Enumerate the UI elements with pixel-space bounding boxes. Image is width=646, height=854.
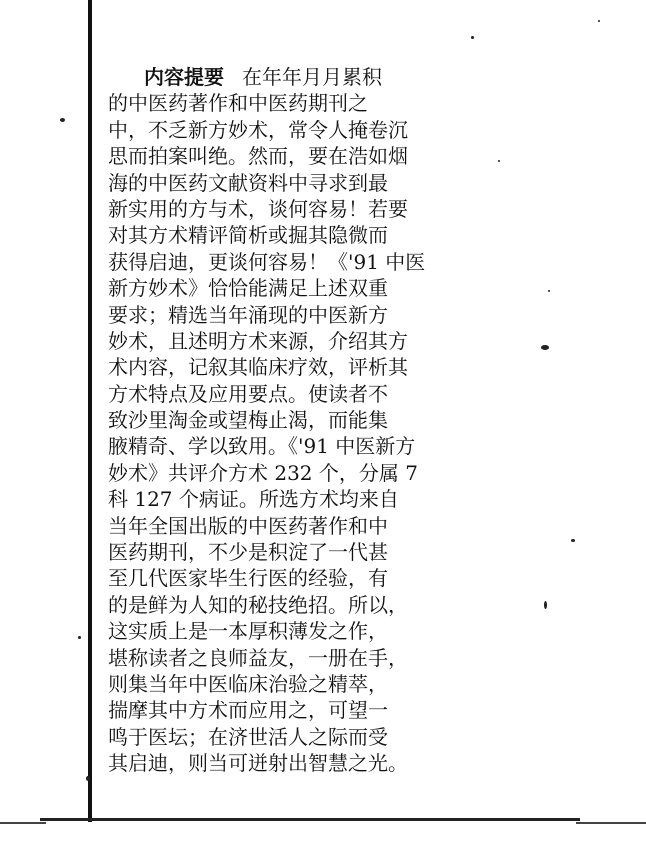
text-line-0: 内容提要 在年年月月累积 (144, 65, 382, 89)
scan-speck (498, 160, 500, 162)
scan-speck (471, 36, 474, 39)
text-line-15: 妙术》共评介方术 232 个，分属 7 (108, 460, 418, 485)
text-line-22: 堪称读者之良师益友，一册在手， (108, 645, 408, 670)
text-line-14: 腋精奇、学以致用。《'91 中医新方 (108, 434, 416, 459)
bottom-rule-right (576, 822, 646, 824)
text-line-23: 则集当年中医临床治验之精萃， (108, 671, 388, 696)
text-line-11: 术内容，记叙其临床疗效，评析其 (108, 355, 408, 380)
text-line-26: 其启迪，则当可迸射出智慧之光。 (108, 751, 408, 776)
text-line-19: 至几代医家毕生行医的经验，有 (108, 566, 388, 591)
text-line-4: 海的中医药文献资料中寻求到最 (108, 170, 388, 195)
summary-text-block (108, 64, 428, 777)
text-line-13: 致沙里淘金或望梅止渴，而能集 (108, 408, 388, 433)
text-line-20: 的是鲜为人知的秘技绝招。所以， (108, 592, 408, 617)
scan-speck (548, 290, 550, 292)
text-line-8: 新方妙术》恰恰能满足上述双重 (108, 276, 388, 301)
text-line-7: 获得启迪，更谈何容易！《'91 中医 (108, 249, 426, 274)
scan-speck (541, 345, 549, 350)
text-line-1: 的中医药著作和中医药期刊之 (108, 91, 368, 116)
text-line-10: 妙术，且述明方术来源，介绍其方 (108, 328, 408, 353)
scan-speck (86, 776, 90, 781)
text-line-3: 思而拍案叫绝。然而，要在浩如烟 (108, 144, 408, 169)
text-line-5: 新实用的方与术，谈何容易！若要 (108, 196, 408, 221)
scan-speck (78, 636, 81, 639)
scan-speck (598, 20, 600, 22)
text-line-16: 科 127 个病证。所选方术均来自 (108, 487, 399, 512)
bottom-rule (40, 818, 580, 821)
text-line-6: 对其方术精评简析或掘其隐微而 (108, 223, 388, 248)
summary-heading: 内容提要 (144, 65, 224, 89)
scan-speck (60, 118, 65, 122)
text-line-18: 医药期刊，不少是积淀了一代甚 (108, 540, 388, 565)
text-line-25: 鸣于医坛；在济世活人之际而受 (108, 724, 388, 749)
text-line-2: 中，不乏新方妙术，常令人掩卷沉 (108, 117, 408, 142)
text-line-24: 揣摩其中方术而应用之，可望一 (108, 698, 388, 723)
scan-speck (544, 601, 547, 609)
bottom-rule-left (0, 822, 46, 824)
text-line-12: 方术特点及应用要点。使读者不 (108, 381, 388, 406)
text-line-9: 要求；精选当年涌现的中医新方 (108, 302, 388, 327)
scan-speck (571, 539, 575, 542)
text-line-21: 这实质上是一本厚积薄发之作， (108, 619, 388, 644)
text-line-17: 当年全国出版的中医药著作和中 (108, 513, 388, 538)
binding-edge-line (88, 0, 92, 822)
